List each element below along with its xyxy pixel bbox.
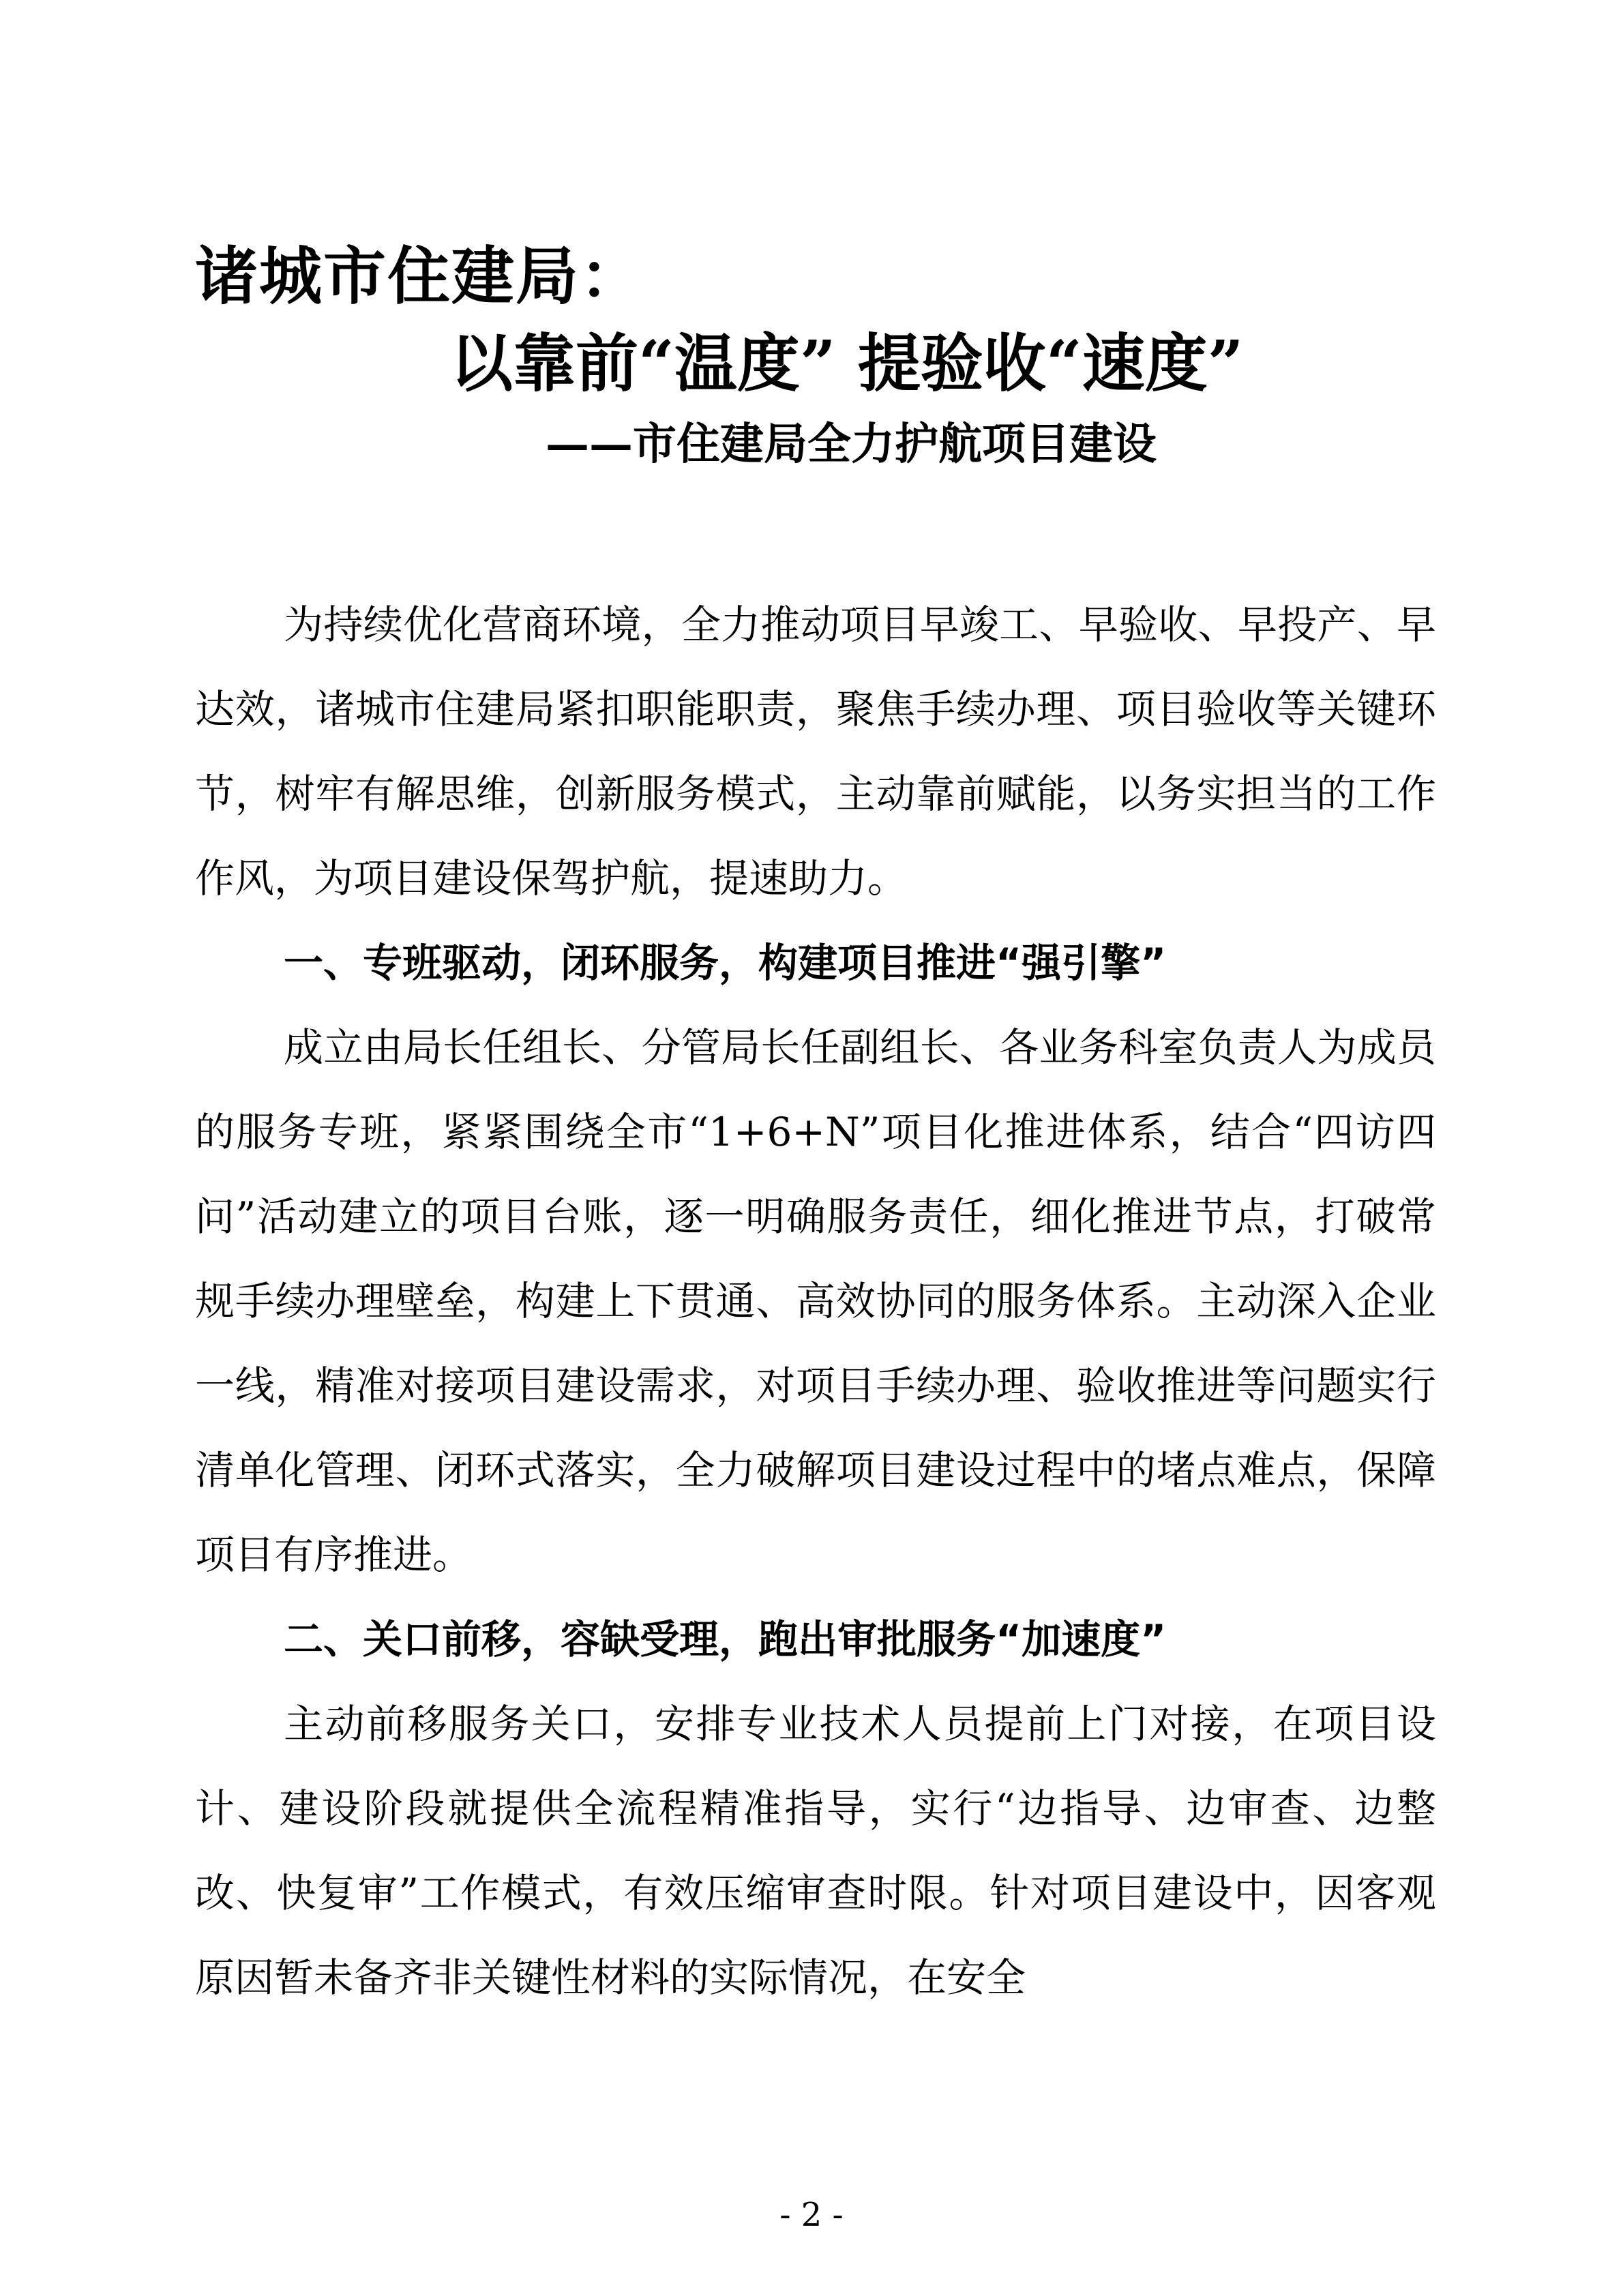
section2-paragraph: 主动前移服务关口，安排专业技术人员提前上门对接，在项目设计、建设阶段就提供全流程精准指导，实行“边指导、边审查、边整改、快复审”工作模式，有效压缩审查时限。针对项目建设中，因客观原因暂未备齐非关键性材料的实际情况，在安全 [195, 1701, 1436, 2001]
page-number: - 2 - [779, 2196, 844, 2234]
document-subtitle: ——市住建局全力护航项目建设 [546, 419, 1157, 470]
document-title-line1: 诸城市住建局： [195, 239, 644, 313]
document-title-line2: 以靠前“温度” 提验收“速度” [450, 327, 1244, 400]
section1-paragraph: 成立由局长任组长、分管局长任副组长、各业务科室负责人为成员的服务专班，紧紧围绕全市“1+6+N”项目化推进体系，结合“四访四问”活动建立的项目台账，逐一明确服务责任，细化推进节点，打破常规手续办理壁垒，构建上下贯通、高效协同的服务体系。主动深入企业一线，精准对接项目建设需求，对项目手续办理、验收推进等问题实行清单化管理、闭环式落实，全力破解项目建设过程中的堵点难点，保障项目有序推进。 [195, 1024, 1436, 1578]
intro-paragraph: 为持续优化营商环境，全力推动项目早竣工、早验收、早投产、早达效，诸城市住建局紧扣职能职责，聚焦手续办理、项目验收等关键环节，树牢有解思维，创新服务模式，主动靠前赋能，以务实担当的工作作风，为项目建设保驾护航，提速助力。 [195, 601, 1436, 901]
section1-heading: 一、专班驱动，闭环服务，构建项目推进“强引擎” [284, 940, 1167, 986]
section2-heading: 二、关口前移，容缺受理，跑出审批服务“加速度” [284, 1616, 1167, 1663]
